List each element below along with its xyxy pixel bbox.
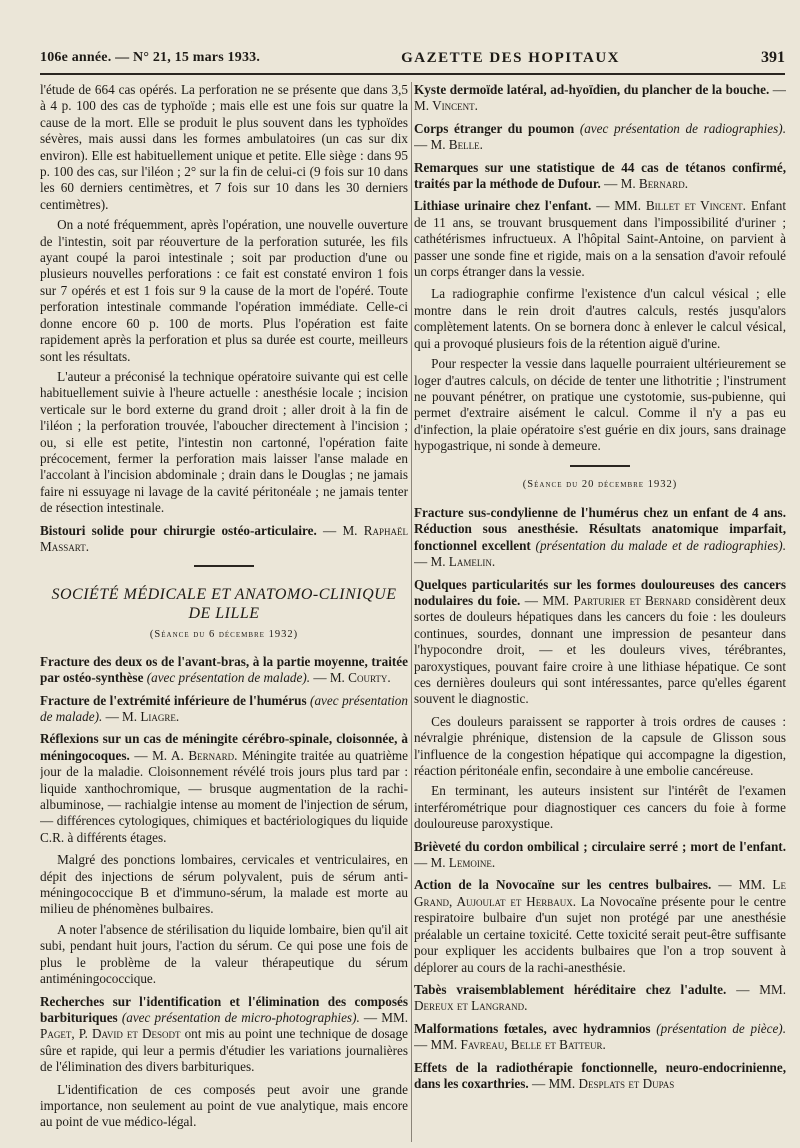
entry-note: (avec présentation de micro-photographies). bbox=[117, 1009, 360, 1025]
entry bbox=[414, 160, 786, 193]
paragraph: L'auteur a préconisé la technique opératoire suivante qui est celle habituellement suivie à l'heure actuelle : anesthésie locale ; incision verticale sur le bord externe du grand droit ; aller droit à la fin de l'iléon ; la perforation trouvée, l'aboucher directement à l'incision ; ou, si elle est petite, l'intestin non cartonné, l'opération faite précocement, fermer la perforation mais laisser l'anse malade en l'accolant à l'incision abdominale ; drain dans le Douglas ; ne jamais faire ni essuyage ni lavage de la cavité péritonéale ; ne jamais tenter de résection intestinale. bbox=[40, 368, 408, 516]
entry-title: Réflexions sur un cas de méningite cérébro-spinale, cloisonnée, à méningocoques. bbox=[40, 731, 408, 763]
entry-author: — M. Lamelin. bbox=[414, 554, 496, 570]
paragraph: l'étude de 664 cas opérés. La perforation ne se présente que dans 3,5 à 4 p. 100 des cas de typhoïde ; mais elle est une fois sur quatre la cause de la mort. Elle se produit le plus souvent dans les typhoïdes sévères, mais aussi dans les formes ambulatoires (un cas sur dix environ). Elle est habituellement unique et petite. Elle siège : dans 95 p. 100 des cas, sur l'iléon ; 2° sur la fin de celui-ci (9 fois sur 10 dans les 60 derniers centimètres, et 7 fois sur 10 dans les 30 derniers centimètres). bbox=[40, 82, 408, 212]
paragraph: On a noté fréquemment, après l'opération, une nouvelle ouverture de l'intestin, soit par réouverture de la perforation suturée, les fils ayant coupé la paroi intestinale ; soit par production d'une ou plusieurs nouvelles perforations : ce fait est constaté environ 1 fois sur 7 opérés et est 1 fois sur 9 la cause de la mort de l'opéré. Toute perforation intestinale commande l'opération immédiate. Celle-ci donne encore 60 p. 100 de morts. Plus l'opération est faite rapidement après la perforation et plus sa durée est courte, meilleurs sont les résultats. bbox=[40, 217, 408, 364]
entry bbox=[414, 121, 786, 154]
entry-title: Action de la Novocaïne sur les centres bulbaires. bbox=[414, 877, 712, 893]
entry-author: — MM. Favreau, Belle et Batteur. bbox=[414, 1037, 606, 1053]
paragraph: Pour respecter la vessie dans laquelle pourraient ultérieurement se loger d'autres calculs, on décide de tenter une lithotritie ; l'instrument ne pouvant pénétrer, on pratique une cystotomie, sus-pubienne, qui permet d'extraire aisément le calcul. Comme il n'y a pas eu d'infection, la plaie opératoire s'est guérie en dix jours, sans drainage hypogastrique, ni sonde à demeure. bbox=[414, 356, 786, 454]
entry-title: Fracture de l'extrémité inférieure de l'humérus bbox=[40, 692, 307, 708]
page-header bbox=[40, 44, 785, 72]
paragraph: Malgré des ponctions lombaires, cervicales et ventriculaires, en dépit des injections de sérum polyvalent, puis de sérum anti-méningococcique B et d'immuno-sérum, la malade est morte au milieu de phénomènes bulbaires. bbox=[40, 852, 408, 917]
entry-title: Malformations fœtales, avec hydramnios bbox=[414, 1020, 651, 1036]
section-divider bbox=[194, 565, 254, 567]
entry-note: (avec présentation de malade). bbox=[143, 670, 311, 686]
entry-author: — M. Liagre. bbox=[102, 709, 180, 724]
entry bbox=[414, 505, 786, 571]
entry-note: (présentation de pièce). bbox=[650, 1020, 786, 1036]
section-divider bbox=[570, 465, 630, 467]
entry bbox=[414, 877, 786, 975]
paragraph: L'identification de ces composés peut avoir une grande importance, non seulement au point de vue analytique, mais encore au point de vue médico-légal. bbox=[40, 1081, 408, 1130]
entry bbox=[414, 1060, 786, 1093]
entry-title: Corps étranger du poumon bbox=[414, 120, 575, 136]
entry-title: Recherches sur l'identification et l'élimination des composés barbituriques bbox=[40, 993, 408, 1025]
session-date: (Séance du 20 décembre 1932) bbox=[522, 478, 678, 490]
entry bbox=[40, 654, 408, 687]
entry-note: (avec présentation de radiographies). bbox=[574, 120, 786, 136]
entry-title: Kyste dermoïde latéral, ad-hyoïdien, du plancher de la bouche. bbox=[414, 82, 770, 97]
entry-text: ont mis au point une technique de dosage sûre et rapide, qui leur a permis d'étudier les variations journalières de l'élimination des divers barbituriques. bbox=[40, 1026, 408, 1075]
entry-author: — M. Raphaël Massart. bbox=[40, 522, 408, 554]
paragraph: A noter l'absence de stérilisation du liquide lombaire, bien qu'il ait subi, pendant huit jours, l'action du sérum. Ce qui pose une fois de plus le problème de la valeur thérapeutique du sérum antiméningococcique. bbox=[40, 921, 408, 987]
entry-title: Quelques particularités sur les formes douloureuses des cancers nodulaires du foie. bbox=[414, 576, 786, 608]
entry-note: (présentation du malade et de radiographies). bbox=[530, 537, 786, 553]
entry-text: considèrent deux sortes de douleurs hépatiques dans les cancers du foie : les douleurs continues, sourdes, donnant une impression de pesanteur dans l'hypocondre droit, — et les douleurs vives, térébrantes, paroxystiques, pouvant faire croire à une lithiase hépatique. Ce sont ces dernières douleurs qui sont intéressantes, parce qu'elles égarent souvent le diagnostic. bbox=[414, 592, 786, 707]
entry-author: — M. A. Bernard. bbox=[129, 747, 238, 763]
entry-title: Lithiase urinaire chez l'enfant. bbox=[414, 198, 592, 214]
page-number: 391 bbox=[761, 49, 785, 66]
column-rule bbox=[411, 82, 412, 1142]
entry bbox=[414, 839, 786, 872]
paragraph: La radiographie confirme l'existence d'un calcul vésical ; elle montre dans le rein droit d'autres calculs, restés jusqu'alors complètement latents. On se bornera donc à enlever le calcul vésical, qui a provoqué plusieurs fois de la rétention aiguë d'urine. bbox=[414, 286, 786, 351]
entry-title: Fracture sus-condylienne de l'humérus chez un enfant de 4 ans. Réduction sous anesthésie. Résultats anatomique imparfait, fonctionnel excellent bbox=[414, 504, 786, 553]
left-column bbox=[40, 82, 408, 1142]
entry-note: (avec présentation de malade). bbox=[40, 692, 408, 724]
journal-title: GAZETTE DES HOPITAUX bbox=[401, 49, 620, 66]
entry bbox=[414, 982, 786, 1015]
session-date: (Séance du 6 décembre 1932) bbox=[149, 629, 299, 641]
entry-text: Enfant de 11 ans, se trouvant brusquement dans l'impossibilité d'uriner ; cathétérismes infructueux. A l'hôpital Saint-Antoine, on parvient à passer une sonde fine et rigide, mais on a la sensation d'avoir refoulé un corps étranger dans la vessie. bbox=[414, 198, 786, 280]
entry bbox=[414, 577, 786, 708]
entry-author: — M. Belle. bbox=[414, 137, 483, 153]
entry bbox=[414, 82, 786, 115]
issue-info: 106e année. — N° 21, 15 mars 1933. bbox=[40, 50, 261, 65]
entry-title: Effets de la radiothérapie fonctionnelle, neuro-endocrinienne, dans les coxarthries. bbox=[414, 1059, 786, 1091]
entry-author: — MM. Dereux et Langrand. bbox=[414, 981, 786, 1014]
entry-author: — MM. Parturier et Bernard bbox=[520, 592, 691, 608]
entry-author: — M. Bernard. bbox=[600, 176, 689, 192]
entry-author: — MM. Le Grand, Aujoulat et Herbaux. bbox=[414, 877, 786, 909]
entry-author: — M. Lemoine. bbox=[414, 855, 496, 871]
entry-author: — MM. Desplats et Dupas bbox=[528, 1075, 675, 1091]
entry-author: — MM. Billet et Vincent. bbox=[591, 198, 746, 214]
entry-title: Tabès vraisemblablement héréditaire chez l'adulte. bbox=[414, 981, 727, 997]
entry-text: Méningite traitée au quatrième jour de la maladie. Cloisonnement révélé trois jours plus tard par : liquide xanthochromique, — brusque augmentation de la rachi-albuminose, — rachialgie intense au moment de l'injection de sérum, — différences cytologiques, chimiques et bactériologiques du liquide C.R. à différents étages. bbox=[40, 747, 408, 845]
entry-title: Remarques sur une statistique de 44 cas de tétanos confirmé, traités par la méthode de Dufour. bbox=[414, 159, 786, 192]
entry bbox=[40, 994, 408, 1076]
entry bbox=[414, 198, 786, 280]
entry bbox=[40, 731, 408, 846]
entry bbox=[40, 523, 408, 556]
paragraph: En terminant, les auteurs insistent sur l'intérêt de l'examen interférométrique pour diagnostiquer ces cancers du foie à forme douloureuse paroxystique. bbox=[414, 783, 786, 832]
entry-title: Bistouri solide pour chirurgie ostéo-articulaire. bbox=[40, 522, 317, 538]
right-column bbox=[414, 82, 786, 1142]
paragraph: Ces douleurs paraissent se rapporter à trois ordres de causes : névralgie phrénique, distension de la capsule de Glisson sous l'influence de la congestion hépatique qui accompagne la digestion, réaction péritonéale enfin, secondaire à une embolie cancéreuse. bbox=[414, 713, 786, 779]
society-heading: SOCIÉTÉ MÉDICALE ET ANATOMO-CLINIQUE DE LILLE bbox=[51, 586, 397, 623]
header-rule bbox=[40, 73, 785, 75]
entry bbox=[414, 1021, 786, 1054]
entry-title: Fracture des deux os de l'avant-bras, à la partie moyenne, traitée par ostéo-synthèse bbox=[40, 653, 408, 686]
entry-title: Brièveté du cordon ombilical ; circulaire serré ; mort de l'enfant. bbox=[414, 838, 786, 854]
entry-text: La Novocaïne présente pour le centre respiratoire bulbaire d'un sujet non protégé par une anesthésie préalable un certaine toxicité. Cette toxicité serait peut-être suffisante pour expliquer les accidents bulbaires que l'on a trop souvent à déplorer au cours de la rachi-anesthésie. bbox=[414, 893, 786, 975]
entry-author: — M. Vincent. bbox=[414, 82, 786, 114]
entry-author: — M. Courty. bbox=[310, 670, 391, 686]
entry-author: — MM. Paget, P. David et Desodt bbox=[40, 1009, 408, 1042]
entry bbox=[40, 693, 408, 726]
